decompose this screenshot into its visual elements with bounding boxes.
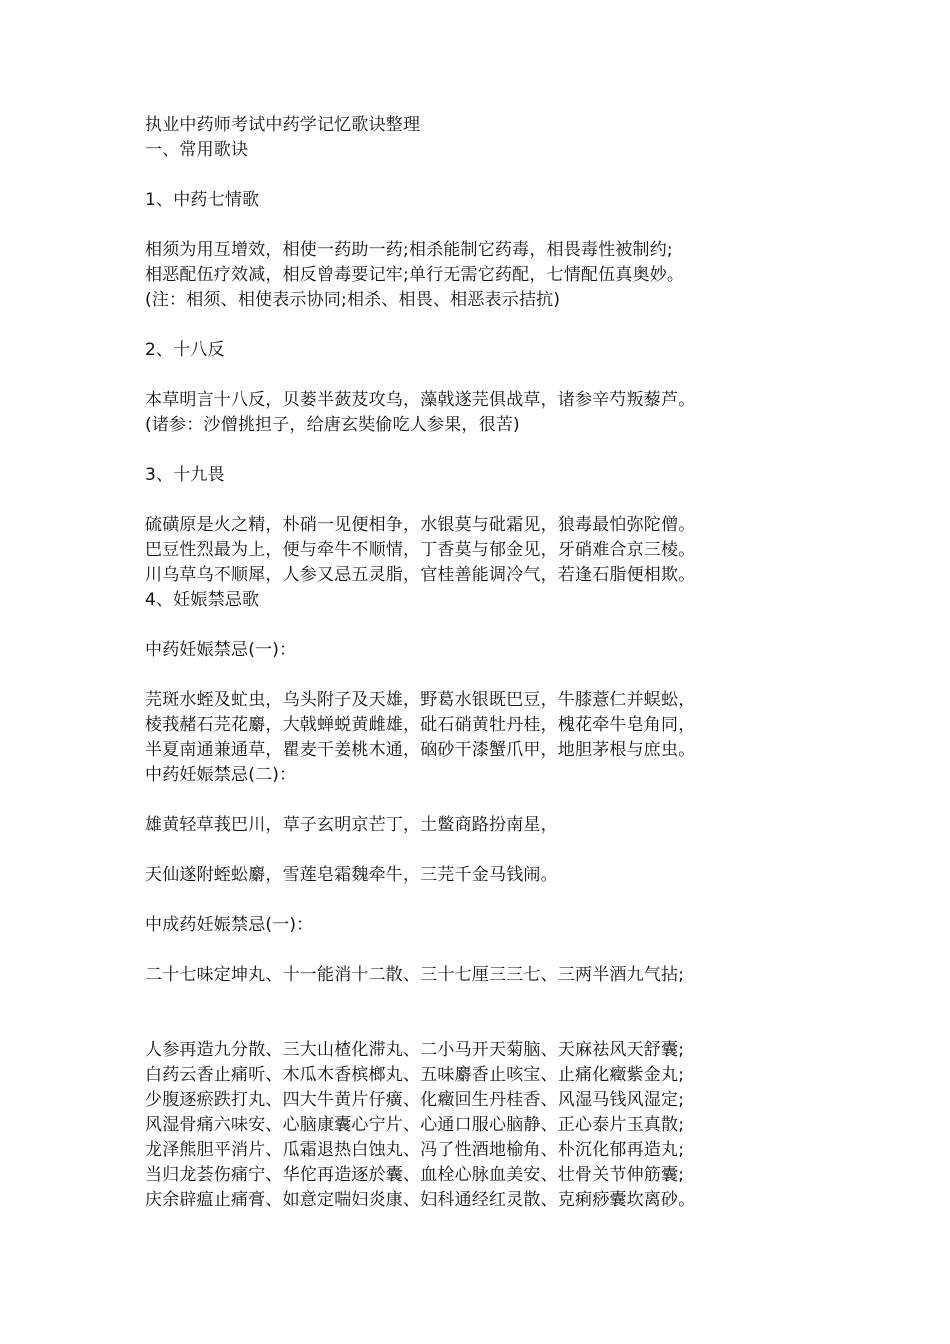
paragraph-line: 半夏南通兼通草，瞿麦干姜桃木通，硇砂干漆蟹爪甲，地胆茅根与庶虫。 bbox=[145, 740, 696, 760]
paragraph-line: 川乌草乌不顺犀，人参又忌五灵脂，官桂善能调冷气，若逢石脂便相欺。 bbox=[145, 565, 696, 585]
paragraph-line: 当归龙荟伤痛宁、华佗再造逐於囊、血栓心脉血美安、壮骨关节伸筋囊; bbox=[145, 1165, 685, 1185]
subheading-herbal-contraindications-1: 中药妊娠禁忌(一)： bbox=[145, 640, 297, 660]
paragraph-line: 棱莪赭石芫花麝，大戟蝉蜕黄雌雄，砒石硝黄牡丹桂，槐花牵牛皂角同， bbox=[145, 715, 696, 735]
paragraph-line: 龙泽熊胆平消片、瓜霜退热白蚀丸、冯了性酒地榆角、朴沉化郁再造丸; bbox=[145, 1140, 685, 1160]
subheading-herbal-contraindications-2: 中药妊娠禁忌(二)： bbox=[145, 765, 297, 785]
paragraph-line: 少腹逐瘀跌打丸、四大牛黄片仔癀、化癥回生丹桂香、风湿马钱风湿定; bbox=[145, 1090, 685, 1110]
heading-seven-relations: 1、中药七情歌 bbox=[145, 190, 260, 210]
document-title: 执业中药师考试中药学记忆歌诀整理 bbox=[145, 115, 421, 135]
paragraph-line: 二十七味定坤丸、十一能消十二散、三十七厘三三七、三两半酒九气拈; bbox=[145, 965, 685, 985]
paragraph-line: 风湿骨痛六味安、心脑康囊心宁片、心通口服心脑静、正心泰片玉真散; bbox=[145, 1115, 685, 1135]
document-page bbox=[145, 113, 925, 1213]
paragraph-line: 硫磺原是火之精，朴硝一见便相争，水银莫与砒霜见，狼毒最怕弥陀僧。 bbox=[145, 515, 696, 535]
paragraph-line: 雄黄轻草莪巴川，草子玄明京芒丁，土鳖商路扮南星， bbox=[145, 815, 558, 835]
paragraph-line: 庆余辟瘟止痛膏、如意定喘妇炎康、妇科通经红灵散、克痢痧囊坎离砂。 bbox=[145, 1190, 696, 1210]
paragraph-line: 人参再造九分散、三大山楂化滞丸、二小马开天菊脑、天麻祛风天舒囊; bbox=[145, 1040, 685, 1060]
subheading-patent-contraindications-1: 中成药妊娠禁忌(一)： bbox=[145, 915, 314, 935]
paragraph-line: 芫斑水蛭及虻虫，乌头附子及天雄，野葛水银既巴豆，牛膝薏仁并蜈蚣， bbox=[145, 690, 696, 710]
paragraph-line: 白药云香止痛听、木瓜木香槟榔丸、五味麝香止咳宝、止痛化癥紫金丸; bbox=[145, 1065, 685, 1085]
paragraph-line: 天仙遂附蛭蚣麝，雪莲皂霜魏牵牛，三芫千金马钱闹。 bbox=[145, 865, 558, 885]
paragraph-line: 相恶配伍疗效减，相反曾毒要记牢;单行无需它药配，七情配伍真奥妙。 bbox=[145, 265, 685, 285]
paragraph-note: (诸参：沙僧挑担子，给唐玄奘偷吃人参果，很苦) bbox=[145, 415, 520, 435]
paragraph-line: 巴豆性烈最为上，便与牵牛不顺情，丁香莫与郁金见，牙硝难合京三棱。 bbox=[145, 540, 696, 560]
heading-eighteen-incompatibilities: 2、十八反 bbox=[145, 340, 225, 360]
paragraph-note: (注：相须、相使表示协同;相杀、相畏、相恶表示拮抗) bbox=[145, 290, 561, 310]
paragraph-line: 本草明言十八反，贝蒌半蔹芨攻乌，藻戟遂芫俱战草，诸参辛芍叛藜芦。 bbox=[145, 390, 696, 410]
heading-pregnancy-contraindications: 4、妊娠禁忌歌 bbox=[145, 590, 260, 610]
heading-nineteen-antagonisms: 3、十九畏 bbox=[145, 465, 225, 485]
section-heading-common-verses: 一、常用歌诀 bbox=[145, 140, 249, 160]
paragraph-line: 相须为用互增效，相使一药助一药;相杀能制它药毒，相畏毒性被制约; bbox=[145, 240, 673, 260]
